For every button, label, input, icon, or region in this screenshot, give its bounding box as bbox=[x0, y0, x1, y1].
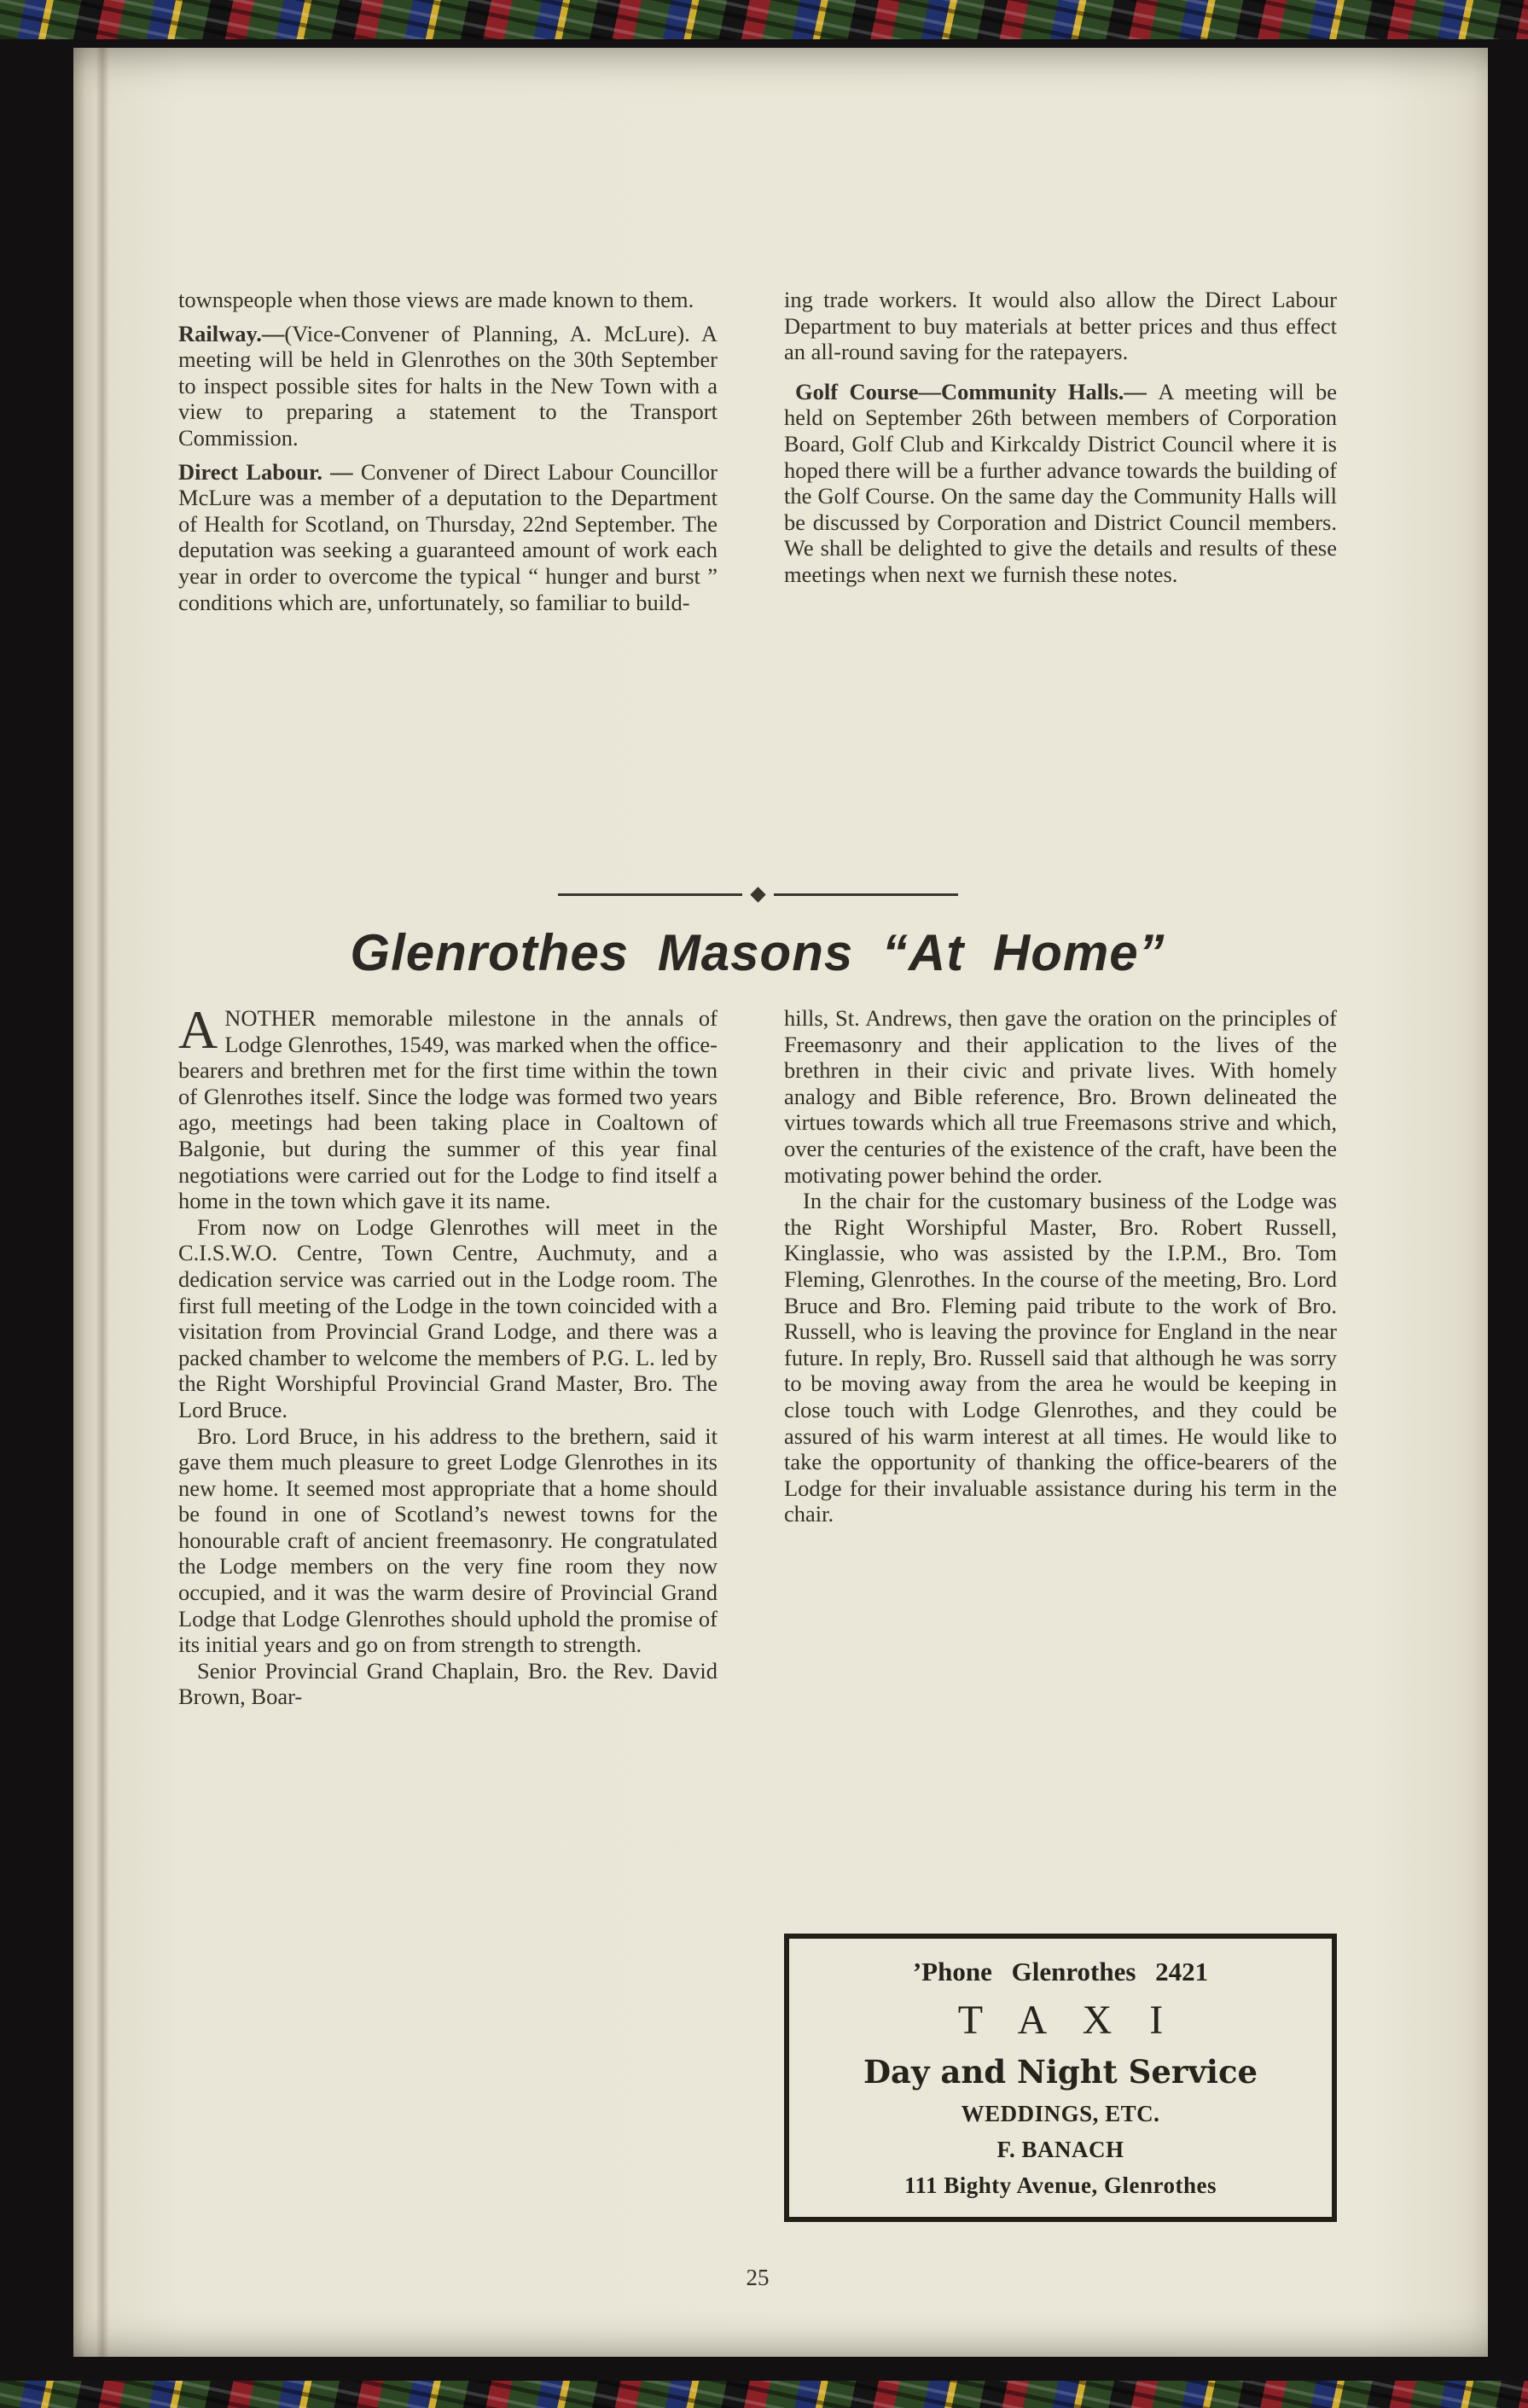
paragraph-text: In the chair for the customary business of the Lodge was the Right Worshipful Master, Bro. Robert Russell, Kinglassie, who was assisted by the I.P.M., Bro. Tom Fleming, Glenrothes. In the course of the meeting, Bro. Lord Bruce and Bro. Fleming paid tribute to the work of Bro. Russell, who is leaving the province for England in the near future. In reply, Bro. Russell said that although he was sorry to be moving away from the area he would be keeping in close touch with Lodge Glenrothes, and they could be assured of his warm interest at all times. He would like to take the opportunity of thanking the office-bearers of the Lodge for their invaluable assistance during his term in the chair. bbox=[784, 1188, 1337, 1527]
news-section bbox=[178, 287, 1337, 615]
page-fold-shadow bbox=[96, 48, 109, 2357]
news-column-left bbox=[178, 287, 718, 615]
tartan-border-top bbox=[0, 0, 1528, 39]
tartan-border-bottom bbox=[0, 2381, 1528, 2408]
divider-rule-left bbox=[558, 893, 742, 896]
paragraph-text: hills, St. Andrews, then gave the oration on the principles of Freemasonry and their application to the lives of the brethren in their civic and private lives. With homely analogy and Bible reference, Bro. Brown delineated the virtues towards which all true Freemasons strive and which, over the centuries of the existence of the craft, have been the motivating power behind the order. bbox=[784, 1005, 1337, 1188]
page-number: 25 bbox=[746, 2265, 770, 2290]
paragraph bbox=[784, 1005, 1337, 1188]
paragraph-text: Senior Provincial Grand Chaplain, Bro. the Rev. David Brown, Boar- bbox=[178, 1657, 718, 1710]
ad-service-line: Day and Night Service bbox=[863, 2053, 1258, 2091]
page-paper bbox=[73, 48, 1488, 2357]
divider-rule-right bbox=[774, 893, 958, 896]
article-title: Glenrothes Masons “At Home” bbox=[350, 924, 1165, 981]
section-divider bbox=[178, 889, 1337, 900]
news-column-right bbox=[784, 287, 1337, 615]
taxi-ad bbox=[784, 1934, 1337, 2222]
paragraph-text: Bro. Lord Bruce, in his address to the brethern, said it gave them much pleasure to greet Lodge Glenrothes in its new home. It seemed most appropriate that a home should be found in one of Scotland’s newest towns for the honourable craft of ancient freemasonry. He congratulated the Lodge members on the very fine room they now occupied, and it was the warm desire of Provincial Grand Lodge that Lodge Glenrothes should uphold the promise of its initial years and go on from strength to strength. bbox=[178, 1422, 718, 1658]
article-body bbox=[178, 999, 1337, 1710]
article-column-right bbox=[784, 1005, 1337, 1710]
paragraph bbox=[178, 1423, 718, 1658]
paragraph-text: NOTHER memorable milestone in the annals of Lodge Glenrothes, 1549, was marked when the office-bearers and brethren met for the first time within the town of Glenrothes itself. Since the lodge was formed two years ago, meetings had been taking place in Coaltown of Balgonie, but during the summer of this year final negotiations were carried out for the Lodge to find itself a home in the town which gave it its name. bbox=[178, 1005, 718, 1214]
paragraph-text: ing trade workers. It would also allow the Direct Labour Department to buy materials at better prices and thus effect an all-round saving for the ratepayers. bbox=[784, 287, 1337, 365]
ad-proprietor-line: F. BANACH bbox=[996, 2136, 1124, 2162]
paragraph bbox=[178, 1214, 718, 1423]
paragraph-text: Convener of Direct Labour Councillor McLure was a member of a deputation to the Department of Health for Scotland, on Thursday, 22nd September. The deputation was seeking a guaranteed amount of work each year in order to overcome the typical “ hunger and burst ” conditions which are, unfortunately, so familiar to build- bbox=[178, 458, 718, 615]
paragraph-text: From now on Lodge Glenrothes will meet in the C.I.S.W.O. Centre, Town Centre, Auchmuty, and a dedication service was carried out in the Lodge room. The first full meeting of the Lodge in the town coincided with a visitation from Provincial Grand Lodge, and there was a packed chamber to welcome the members of P.G. L. led by the Right Worshipful Provincial Grand Master, Bro. The Lord Bruce. bbox=[178, 1213, 718, 1422]
paragraph bbox=[784, 287, 1337, 365]
ad-weddings-line: WEDDINGS, ETC. bbox=[961, 2100, 1160, 2126]
paragraph bbox=[178, 1658, 718, 1710]
paragraph bbox=[784, 379, 1337, 588]
paragraph bbox=[178, 287, 718, 313]
tartan-weave bbox=[0, 0, 1528, 39]
paragraph bbox=[784, 1188, 1337, 1527]
drop-cap: A bbox=[178, 999, 218, 1060]
article-column-left bbox=[178, 999, 718, 1710]
paragraph-text: (Vice-Convener of Planning, A. McLure). A meeting will be held in Glenrothes on the 30th September to inspect possible sites for halts in the New Town with a view to preparing a statement to the Transport Commission. bbox=[178, 320, 718, 451]
paragraph-lead: Railway.— bbox=[178, 320, 285, 346]
tartan-weave bbox=[0, 2381, 1528, 2408]
diamond-ornament bbox=[750, 887, 765, 902]
ad-address-line: 111 Bighty Avenue, Glenrothes bbox=[903, 2172, 1217, 2198]
ad-phone-line: ’Phone Glenrothes 2421 bbox=[912, 1957, 1209, 1987]
paragraph-text: townspeople when those views are made known to them. bbox=[178, 287, 694, 312]
ad-taxi-title: T A X I bbox=[957, 1998, 1177, 2044]
paragraph-lead: Golf Course—Community Halls.— bbox=[795, 378, 1159, 404]
paragraph-text: A meeting will be held on September 26th between members of Corporation Board, Golf Club and Kirkcaldy District Council where it is hoped there will be a further advance towards the building of the Golf Course. On the same day the Community Halls will be discussed by Corporation and District Council members. We shall be delighted to give the details and results of these meetings when next we furnish these notes. bbox=[784, 378, 1337, 587]
paragraph bbox=[178, 459, 718, 616]
paragraph bbox=[178, 999, 718, 1214]
paragraph-lead: Direct Labour. — bbox=[178, 458, 361, 485]
paragraph bbox=[178, 321, 718, 451]
